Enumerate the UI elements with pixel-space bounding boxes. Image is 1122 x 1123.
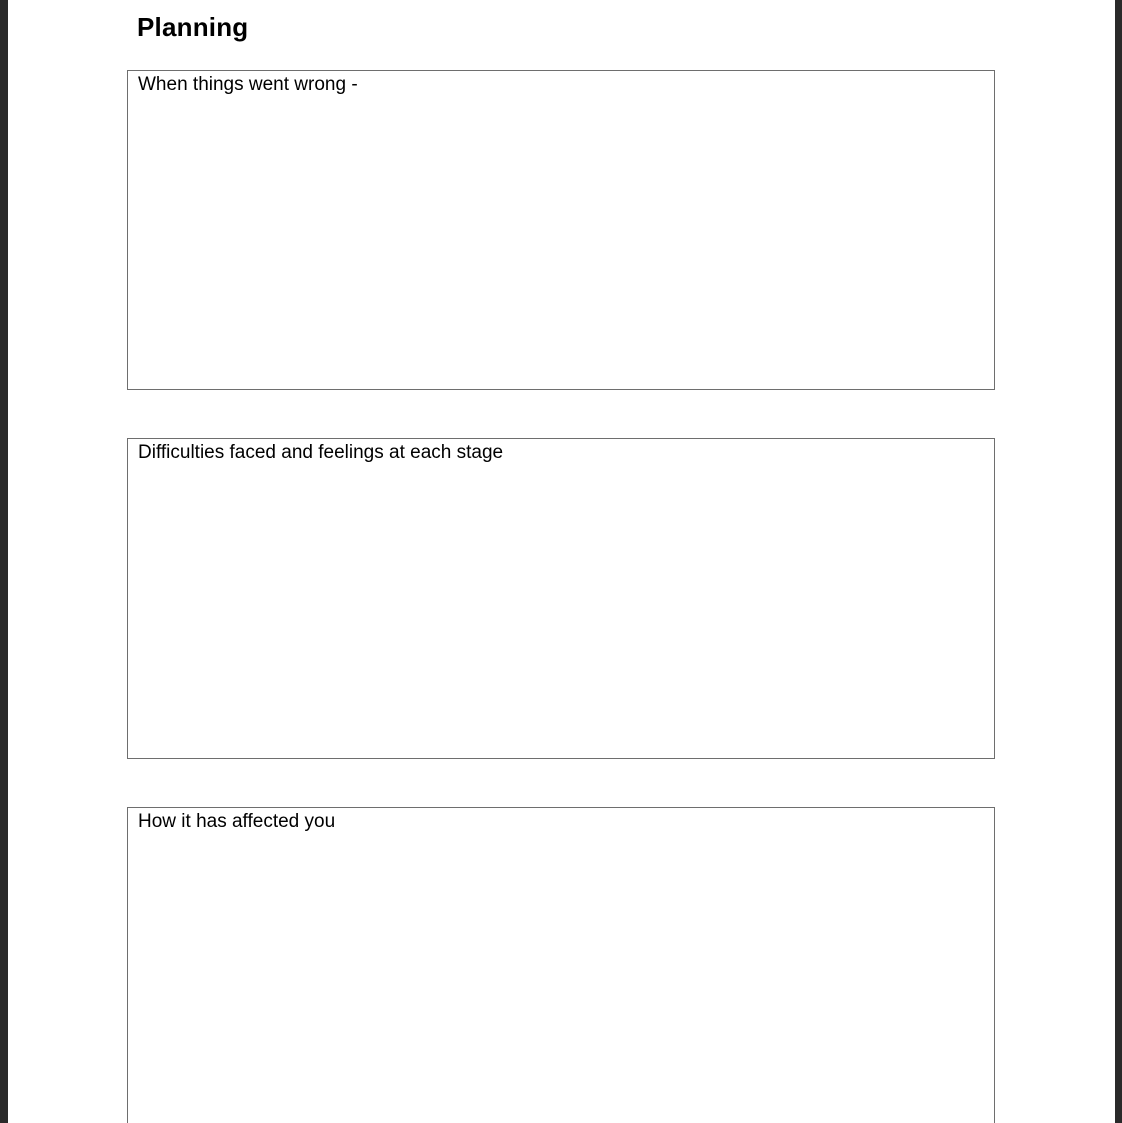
section-box-difficulties-faced[interactable] xyxy=(127,438,995,759)
page-title: Planning xyxy=(137,12,249,42)
section-label: When things went wrong - xyxy=(138,74,358,95)
section-box-when-things-went-wrong[interactable] xyxy=(127,70,995,390)
section-box-how-it-affected-you[interactable] xyxy=(127,807,995,1123)
section-label: How it has affected you xyxy=(138,811,336,832)
document-page xyxy=(8,0,1115,1123)
section-label: Difficulties faced and feelings at each stage xyxy=(138,442,504,463)
